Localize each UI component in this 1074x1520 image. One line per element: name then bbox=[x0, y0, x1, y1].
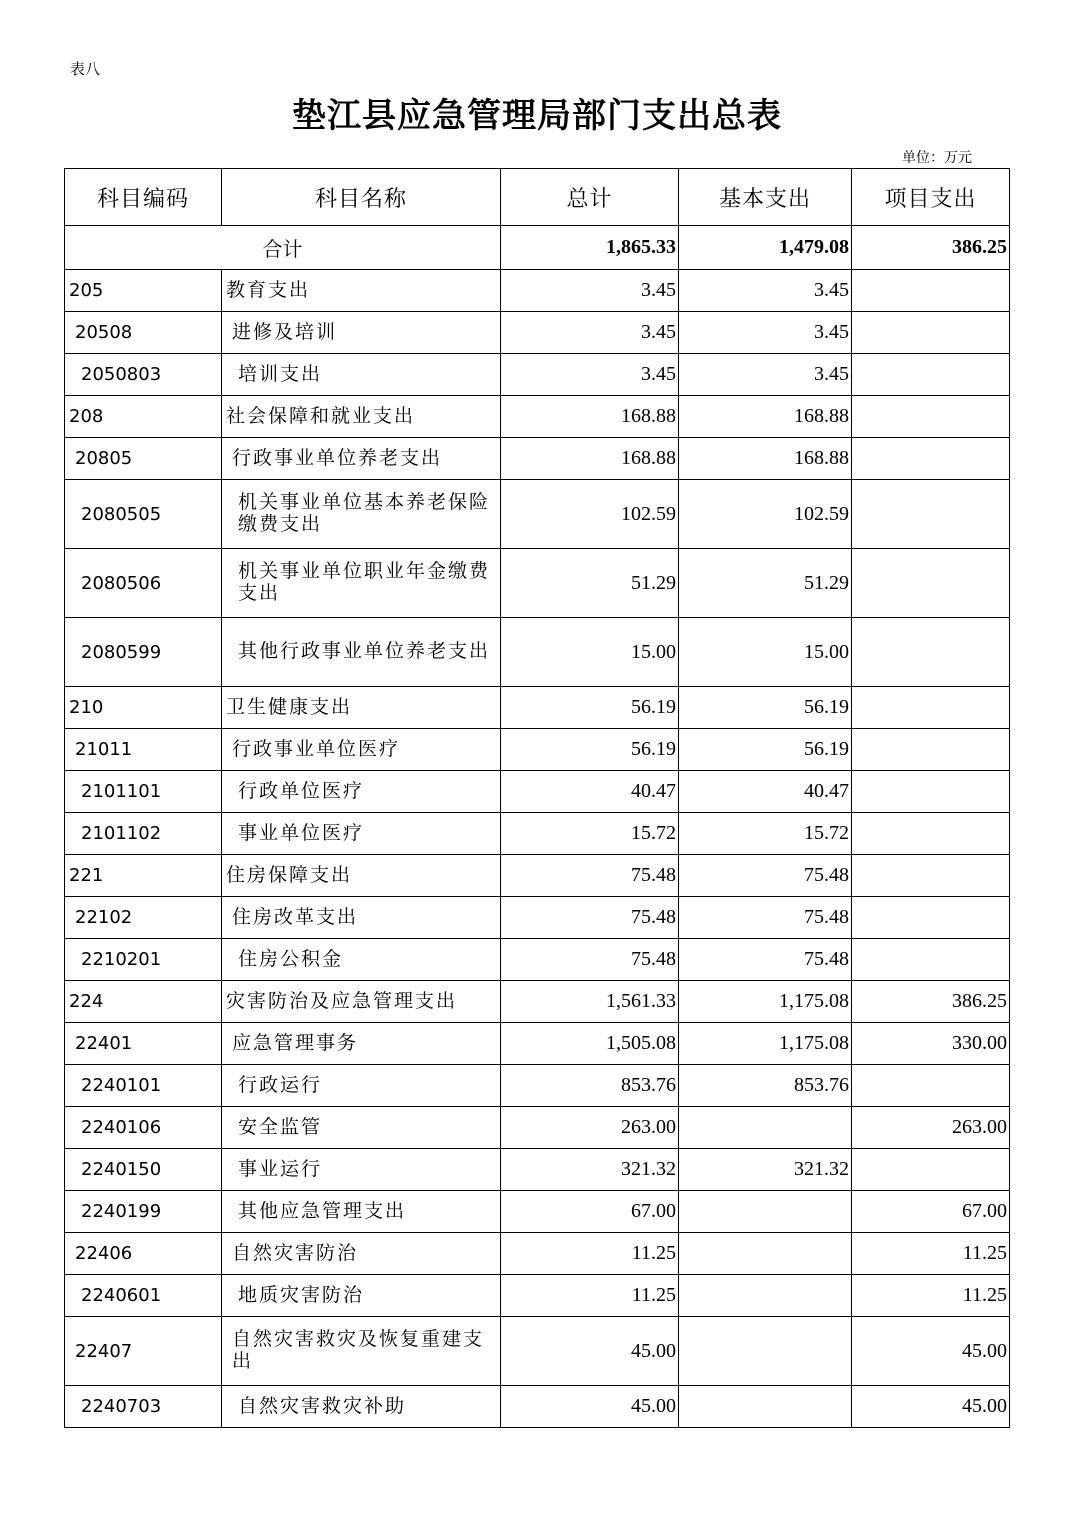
row-project: 386.25 bbox=[852, 981, 1010, 1023]
row-total: 3.45 bbox=[501, 270, 679, 312]
row-project bbox=[852, 1065, 1010, 1107]
row-basic: 56.19 bbox=[679, 729, 852, 771]
row-total: 51.29 bbox=[501, 549, 679, 618]
row-name: 其他行政事业单位养老支出 bbox=[222, 618, 501, 687]
row-project bbox=[852, 729, 1010, 771]
table-row bbox=[65, 1233, 1010, 1275]
row-total: 45.00 bbox=[501, 1386, 679, 1428]
row-code: 22407 bbox=[65, 1317, 222, 1386]
row-project bbox=[852, 855, 1010, 897]
table-row bbox=[65, 1386, 1010, 1428]
row-project bbox=[852, 1149, 1010, 1191]
row-name: 进修及培训 bbox=[222, 312, 501, 354]
row-total: 75.48 bbox=[501, 897, 679, 939]
row-basic: 1,175.08 bbox=[679, 1023, 852, 1065]
row-code: 205 bbox=[65, 270, 222, 312]
row-project bbox=[852, 549, 1010, 618]
row-basic: 56.19 bbox=[679, 687, 852, 729]
row-project bbox=[852, 939, 1010, 981]
table-row bbox=[65, 939, 1010, 981]
row-basic: 3.45 bbox=[679, 270, 852, 312]
row-name: 事业运行 bbox=[222, 1149, 501, 1191]
row-total: 1,505.08 bbox=[501, 1023, 679, 1065]
row-code: 21011 bbox=[65, 729, 222, 771]
total-row bbox=[65, 226, 1010, 270]
row-project bbox=[852, 771, 1010, 813]
row-code: 20508 bbox=[65, 312, 222, 354]
table-row bbox=[65, 312, 1010, 354]
row-project: 45.00 bbox=[852, 1386, 1010, 1428]
row-basic: 3.45 bbox=[679, 312, 852, 354]
row-total: 102.59 bbox=[501, 480, 679, 549]
row-project bbox=[852, 897, 1010, 939]
row-total: 11.25 bbox=[501, 1233, 679, 1275]
row-basic bbox=[679, 1317, 852, 1386]
row-name: 其他应急管理支出 bbox=[222, 1191, 501, 1233]
table-row bbox=[65, 1191, 1010, 1233]
row-total: 15.00 bbox=[501, 618, 679, 687]
row-total: 263.00 bbox=[501, 1107, 679, 1149]
row-code: 2210201 bbox=[65, 939, 222, 981]
row-project bbox=[852, 687, 1010, 729]
total-sum: 1,865.33 bbox=[501, 226, 679, 270]
row-basic bbox=[679, 1107, 852, 1149]
row-code: 22401 bbox=[65, 1023, 222, 1065]
row-basic: 168.88 bbox=[679, 396, 852, 438]
row-total: 67.00 bbox=[501, 1191, 679, 1233]
row-name: 地质灾害防治 bbox=[222, 1275, 501, 1317]
table-row bbox=[65, 1275, 1010, 1317]
row-basic: 102.59 bbox=[679, 480, 852, 549]
table-row bbox=[65, 438, 1010, 480]
row-total: 321.32 bbox=[501, 1149, 679, 1191]
row-basic: 75.48 bbox=[679, 897, 852, 939]
row-name: 教育支出 bbox=[222, 270, 501, 312]
row-code: 2080506 bbox=[65, 549, 222, 618]
row-name: 安全监管 bbox=[222, 1107, 501, 1149]
row-total: 56.19 bbox=[501, 687, 679, 729]
row-basic: 51.29 bbox=[679, 549, 852, 618]
row-code: 22102 bbox=[65, 897, 222, 939]
row-name: 行政运行 bbox=[222, 1065, 501, 1107]
row-name: 自然灾害防治 bbox=[222, 1233, 501, 1275]
total-project: 386.25 bbox=[852, 226, 1010, 270]
header-code: 科目编码 bbox=[65, 169, 222, 226]
row-total: 11.25 bbox=[501, 1275, 679, 1317]
row-total: 15.72 bbox=[501, 813, 679, 855]
row-project bbox=[852, 354, 1010, 396]
table-row bbox=[65, 1065, 1010, 1107]
row-name: 培训支出 bbox=[222, 354, 501, 396]
row-code: 2080505 bbox=[65, 480, 222, 549]
header-name: 科目名称 bbox=[222, 169, 501, 226]
row-total: 45.00 bbox=[501, 1317, 679, 1386]
header-row bbox=[65, 169, 1010, 226]
row-name: 事业单位医疗 bbox=[222, 813, 501, 855]
row-project: 263.00 bbox=[852, 1107, 1010, 1149]
table-row bbox=[65, 549, 1010, 618]
row-project: 11.25 bbox=[852, 1275, 1010, 1317]
row-total: 75.48 bbox=[501, 855, 679, 897]
table-row bbox=[65, 270, 1010, 312]
row-project: 45.00 bbox=[852, 1317, 1010, 1386]
row-project bbox=[852, 618, 1010, 687]
row-name: 社会保障和就业支出 bbox=[222, 396, 501, 438]
row-total: 1,561.33 bbox=[501, 981, 679, 1023]
row-total: 168.88 bbox=[501, 438, 679, 480]
row-name: 卫生健康支出 bbox=[222, 687, 501, 729]
header-basic: 基本支出 bbox=[679, 169, 852, 226]
row-code: 208 bbox=[65, 396, 222, 438]
row-basic: 1,175.08 bbox=[679, 981, 852, 1023]
row-basic bbox=[679, 1386, 852, 1428]
row-name: 住房保障支出 bbox=[222, 855, 501, 897]
row-name: 自然灾害救灾及恢复重建支出 bbox=[222, 1317, 501, 1386]
header-total: 总计 bbox=[501, 169, 679, 226]
row-name: 住房改革支出 bbox=[222, 897, 501, 939]
table-row bbox=[65, 687, 1010, 729]
table-row bbox=[65, 855, 1010, 897]
table-row bbox=[65, 897, 1010, 939]
row-code: 210 bbox=[65, 687, 222, 729]
row-basic: 3.45 bbox=[679, 354, 852, 396]
row-basic: 75.48 bbox=[679, 939, 852, 981]
row-name: 自然灾害救灾补助 bbox=[222, 1386, 501, 1428]
row-code: 2101101 bbox=[65, 771, 222, 813]
row-total: 3.45 bbox=[501, 354, 679, 396]
row-code: 2240601 bbox=[65, 1275, 222, 1317]
row-project bbox=[852, 813, 1010, 855]
row-total: 3.45 bbox=[501, 312, 679, 354]
table-row bbox=[65, 729, 1010, 771]
row-basic: 75.48 bbox=[679, 855, 852, 897]
row-project bbox=[852, 270, 1010, 312]
row-code: 20805 bbox=[65, 438, 222, 480]
table-row bbox=[65, 618, 1010, 687]
row-code: 221 bbox=[65, 855, 222, 897]
table-row bbox=[65, 1317, 1010, 1386]
row-basic bbox=[679, 1275, 852, 1317]
row-code: 2080599 bbox=[65, 618, 222, 687]
row-code: 2240199 bbox=[65, 1191, 222, 1233]
header-project: 项目支出 bbox=[852, 169, 1010, 226]
row-basic: 15.72 bbox=[679, 813, 852, 855]
row-code: 2240106 bbox=[65, 1107, 222, 1149]
row-code: 2050803 bbox=[65, 354, 222, 396]
expenditure-table bbox=[64, 168, 1010, 1428]
row-total: 168.88 bbox=[501, 396, 679, 438]
row-code: 2240150 bbox=[65, 1149, 222, 1191]
row-total: 853.76 bbox=[501, 1065, 679, 1107]
table-number-label: 表八 bbox=[70, 60, 101, 78]
table-row bbox=[65, 1149, 1010, 1191]
table-row bbox=[65, 981, 1010, 1023]
row-basic: 40.47 bbox=[679, 771, 852, 813]
row-name: 机关事业单位职业年金缴费支出 bbox=[222, 549, 501, 618]
row-code: 224 bbox=[65, 981, 222, 1023]
row-code: 22406 bbox=[65, 1233, 222, 1275]
row-project: 67.00 bbox=[852, 1191, 1010, 1233]
row-basic bbox=[679, 1233, 852, 1275]
total-basic: 1,479.08 bbox=[679, 226, 852, 270]
row-code: 2240101 bbox=[65, 1065, 222, 1107]
row-total: 75.48 bbox=[501, 939, 679, 981]
table-row bbox=[65, 1023, 1010, 1065]
row-basic bbox=[679, 1191, 852, 1233]
table-row bbox=[65, 354, 1010, 396]
row-basic: 15.00 bbox=[679, 618, 852, 687]
table-row bbox=[65, 813, 1010, 855]
row-project bbox=[852, 312, 1010, 354]
row-name: 应急管理事务 bbox=[222, 1023, 501, 1065]
unit-label: 单位：万元 bbox=[902, 150, 972, 166]
row-project: 11.25 bbox=[852, 1233, 1010, 1275]
row-basic: 321.32 bbox=[679, 1149, 852, 1191]
row-basic: 168.88 bbox=[679, 438, 852, 480]
row-name: 灾害防治及应急管理支出 bbox=[222, 981, 501, 1023]
row-name: 住房公积金 bbox=[222, 939, 501, 981]
row-name: 行政单位医疗 bbox=[222, 771, 501, 813]
row-total: 40.47 bbox=[501, 771, 679, 813]
row-code: 2101102 bbox=[65, 813, 222, 855]
page-title: 垫江县应急管理局部门支出总表 bbox=[292, 96, 782, 136]
row-total: 56.19 bbox=[501, 729, 679, 771]
row-name: 行政事业单位养老支出 bbox=[222, 438, 501, 480]
row-project: 330.00 bbox=[852, 1023, 1010, 1065]
row-name: 行政事业单位医疗 bbox=[222, 729, 501, 771]
table-row bbox=[65, 480, 1010, 549]
table-row bbox=[65, 771, 1010, 813]
table-row bbox=[65, 1107, 1010, 1149]
row-project bbox=[852, 480, 1010, 549]
row-project bbox=[852, 438, 1010, 480]
row-name: 机关事业单位基本养老保险缴费支出 bbox=[222, 480, 501, 549]
table-row bbox=[65, 396, 1010, 438]
row-project bbox=[852, 396, 1010, 438]
row-basic: 853.76 bbox=[679, 1065, 852, 1107]
total-label: 合计 bbox=[65, 226, 501, 270]
row-code: 2240703 bbox=[65, 1386, 222, 1428]
